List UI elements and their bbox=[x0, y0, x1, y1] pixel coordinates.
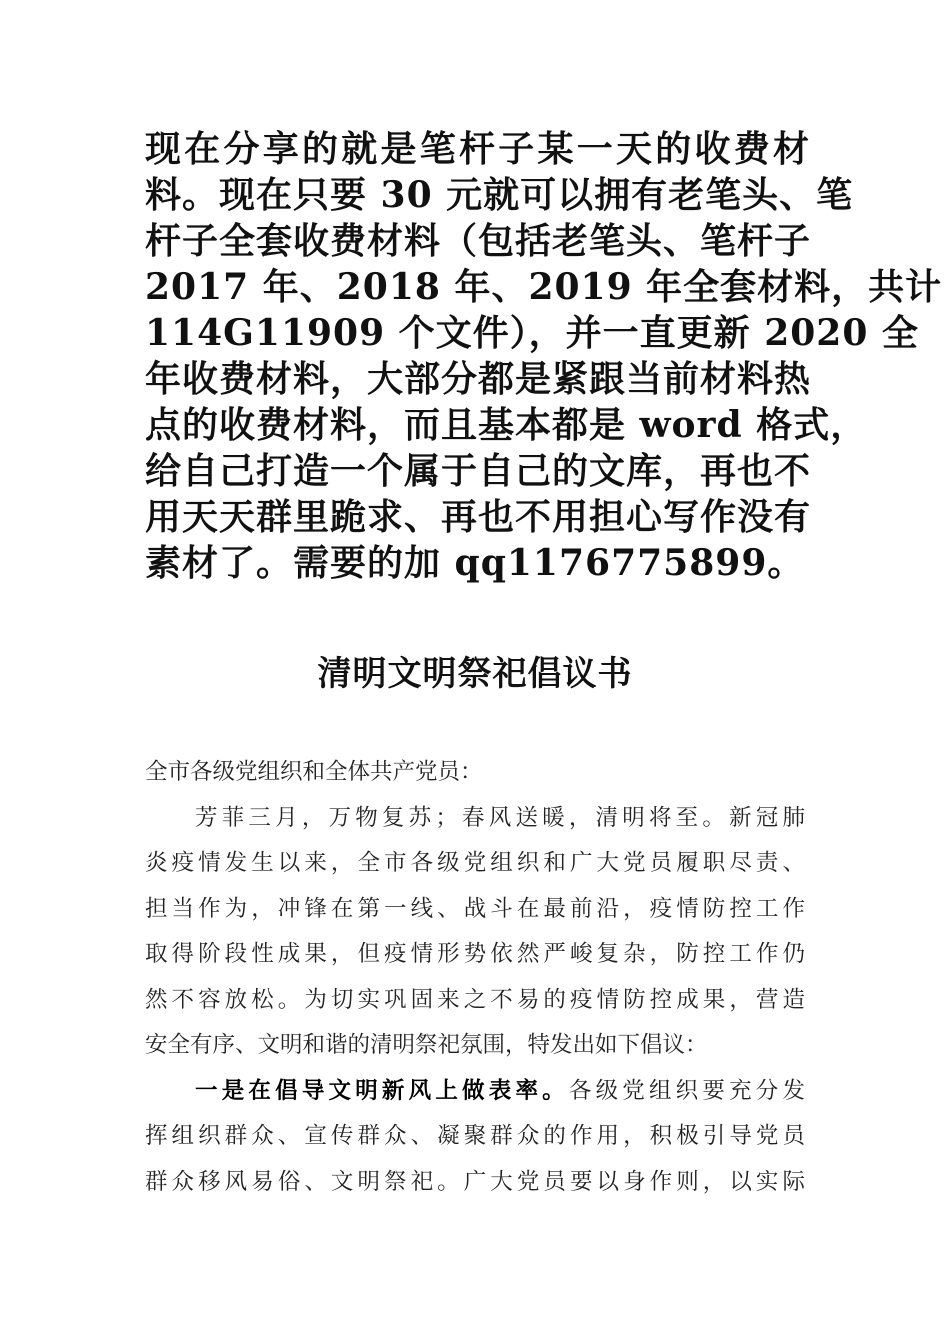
paragraph-line: 群众移风易俗、文明祭祀。广大党员要以身作则，以实际 bbox=[145, 1168, 805, 1195]
paragraph-line bbox=[145, 1069, 805, 1115]
document-title: 清明文明祭祀倡议书 bbox=[317, 654, 633, 694]
section-lead-heading: 一是在倡导文明新风上做表率。 bbox=[195, 1077, 569, 1104]
promo-line: 现在分享的就是笔杆子某一天的收费材 bbox=[145, 128, 810, 170]
promo-line: 114G11909 个文件），并一直更新 2020 全 bbox=[145, 312, 919, 354]
paragraph-line: 挥组织群众、宣传群众、凝聚群众的作用，积极引导党员 bbox=[145, 1123, 805, 1149]
promo-line: 素材了。需要的加 qq1176775899。 bbox=[145, 542, 805, 584]
promo-line: 年收费材料，大部分都是紧跟当前材料热 bbox=[145, 358, 812, 400]
promo-line: 2017 年、2018 年、2019 年全套材料，共计 bbox=[145, 266, 943, 308]
document-body bbox=[145, 750, 805, 1205]
promo-line: 用天天群里跪求、再也不用担心写作没有 bbox=[145, 496, 812, 538]
paragraph-line: 然不容放松。为切实巩固来之不易的疫情防控成果，营造 bbox=[145, 986, 805, 1013]
paragraph-line: 芳菲三月，万物复苏；春风送暖，清明将至。新冠肺 bbox=[195, 804, 805, 831]
promo-paragraph bbox=[145, 126, 943, 586]
promo-line: 杆子全套收费材料（包括老笔头、笔杆子 bbox=[145, 220, 812, 262]
paragraph-line: 担当作为，冲锋在第一线、战斗在最前沿，疫情防控工作 bbox=[145, 895, 805, 922]
paragraph-text: 各级党组织要充分发 bbox=[568, 1077, 805, 1104]
paragraph-line: 取得阶段性成果，但疫情形势依然严峻复杂，防控工作仍 bbox=[145, 941, 805, 967]
promo-line: 料。现在只要 30 元就可以拥有老笔头、笔 bbox=[145, 174, 854, 216]
salutation: 全市各级党组织和全体共产党员： bbox=[145, 759, 483, 785]
paragraph-line: 安全有序、文明和谐的清明祭祀氛围，特发出如下倡议： bbox=[145, 1032, 708, 1058]
paragraph-line: 炎疫情发生以来，全市各级党组织和广大党员履职尽责、 bbox=[145, 850, 805, 876]
promo-line: 点的收费材料，而且基本都是 word 格式， bbox=[145, 404, 868, 446]
promo-line: 给自己打造一个属于自己的文库，再也不 bbox=[145, 450, 812, 492]
